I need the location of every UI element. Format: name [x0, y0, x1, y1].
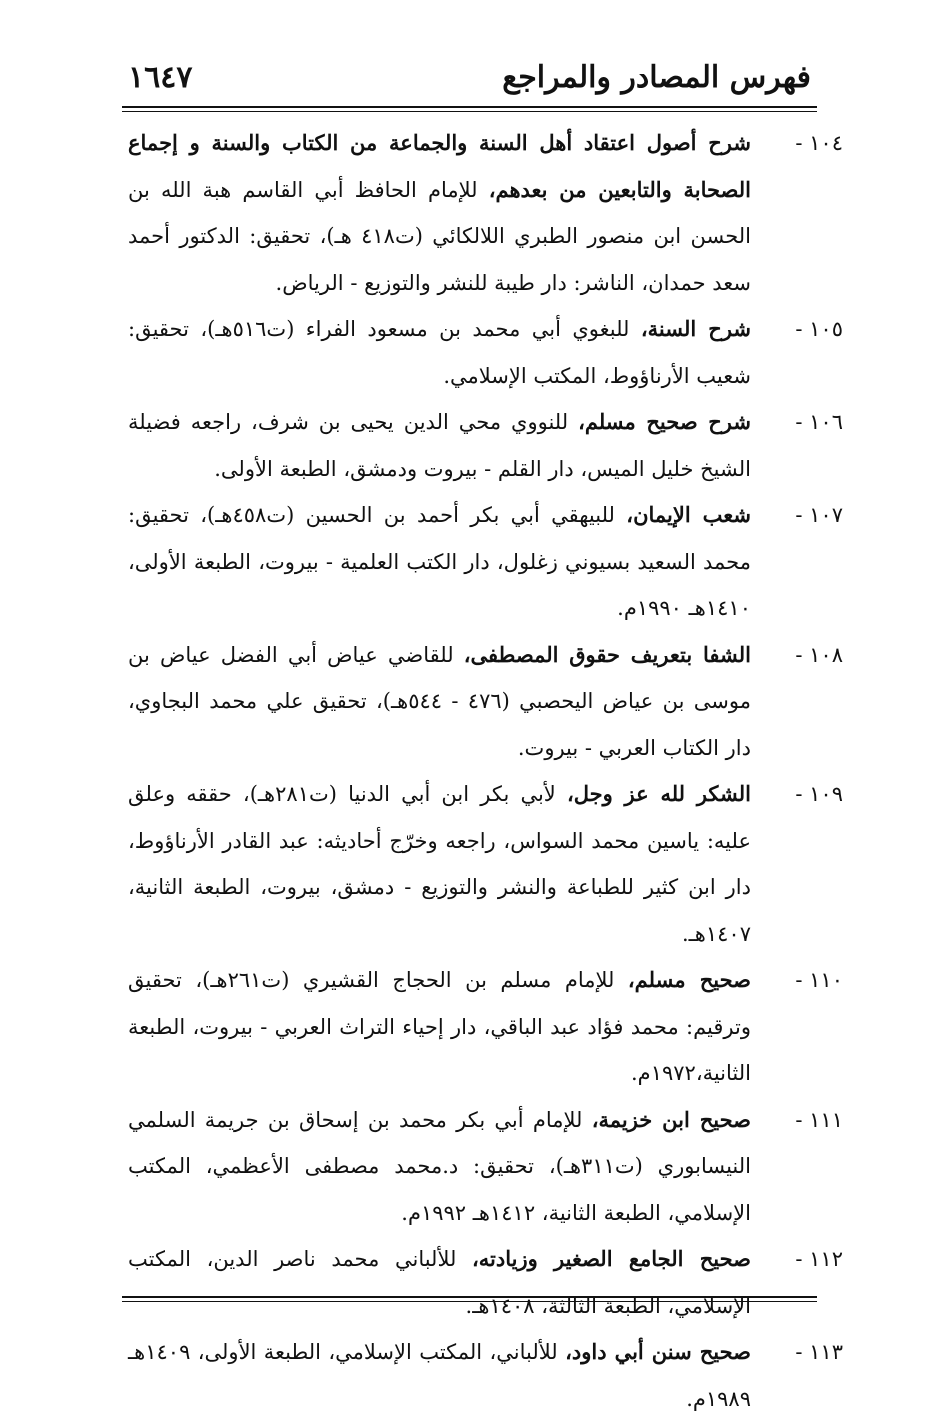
bibliography-entry [128, 399, 843, 492]
entry-text [128, 632, 751, 772]
bibliography-entry [128, 120, 843, 306]
entry-title: شعب الإيمان، [626, 502, 752, 527]
entry-text [128, 1097, 751, 1237]
bibliography-list [128, 120, 843, 1422]
entry-number: ١١٣ - [795, 1340, 843, 1364]
entry-details: للإمام الحافظ أبي القاسم هبة الله بن الحسن ابن منصور الطبري اللالكائي (ت٤١٨ هـ)، تحقيق: الدكتور أحمد سعد حمدان، الناشر: دار طيبة للنشر والتوزيع - الرياض. [128, 177, 751, 295]
entry-details: للنووي محي الدين يحيى بن شرف، راجعه فضيلة الشيخ خليل الميس، دار القلم - بيروت ودمشق، الطبعة الأولى. [128, 410, 751, 481]
entry-text [128, 120, 751, 306]
entry-number: ١٠٥ - [795, 317, 843, 341]
entry-number: ١١٢ - [795, 1247, 843, 1271]
entry-number: ١٠٨ - [795, 642, 843, 667]
entry-number: ١٠٧ - [795, 503, 843, 527]
entry-details: للإمام أبي بكر محمد بن إسحاق بن جريمة السلمي النيسابوري (ت٣١١هـ)، تحقيق: د.محمد مصطفى الأعظمي، المكتب الإسلامي، الطبعة الثانية، ١٤١٢هـ ١٩٩٢م. [128, 1107, 751, 1225]
entry-text [128, 306, 751, 399]
bibliography-entry [128, 771, 843, 957]
entry-number: ١٠٤ - [795, 131, 843, 155]
bibliography-entry [128, 492, 843, 632]
entry-text [128, 957, 751, 1097]
entry-details: للألباني، المكتب الإسلامي، الطبعة الأولى، ١٤٠٩هـ ١٩٨٩م. [128, 1340, 751, 1411]
entry-title: صحيح ابن خزيمة، [591, 1106, 751, 1132]
bibliography-entry [128, 306, 843, 399]
entry-number: ١٠٩ - [795, 782, 843, 806]
page-header [128, 56, 811, 102]
entry-number: ١١١ - [795, 1107, 843, 1132]
entry-details: للبغوي أبي محمد بن مسعود الفراء (ت٥١٦هـ)، تحقيق: شعيب الأرناؤوط، المكتب الإسلامي. [128, 317, 751, 388]
entry-text [128, 492, 751, 632]
entry-text [128, 1329, 751, 1422]
entry-details: للألباني محمد ناصر الدين، المكتب الإسلامي، الطبعة الثالثة، ١٤٠٨هـ. [128, 1247, 751, 1318]
entry-number: ١٠٦ - [795, 410, 843, 434]
entry-title: صحيح سنن أبي داود، [565, 1339, 751, 1364]
bibliography-entry [128, 632, 843, 772]
entry-text [128, 399, 751, 492]
entry-title: شرح صحيح مسلم، [578, 409, 751, 434]
entry-text [128, 1236, 751, 1329]
entry-details: للبيهقي أبي بكر أحمد بن الحسين (ت٤٥٨هـ)، تحقيق: محمد السعيد بسيوني زغلول، دار الكتب العلمية - بيروت، الطبعة الأولى، ١٤١٠هـ ١٩٩٠م. [128, 503, 751, 620]
entry-title: الشفا بتعريف حقوق المصطفى، [463, 641, 751, 667]
bibliography-entry [128, 1329, 843, 1422]
entry-title: شرح السنة، [640, 316, 752, 341]
entry-title: الشكر لله عز وجل، [566, 781, 751, 806]
entry-details: للقاضي عياض أبي الفضل عياض بن موسى بن عياض اليحصبي (٤٧٦ - ٥٤٤هـ)، تحقيق علي محمد البجاوي، دار الكتاب العربي - بيروت. [128, 642, 751, 760]
entry-details: لأبي بكر ابن أبي الدنيا (ت٢٨١هـ)، حققه وعلق عليه: ياسين محمد السواس، راجعه وخرّج أحاديثه: عبد القادر الأرناؤوط، دار ابن كثير للطباعة والنشر والتوزيع - دمشق، بيروت، الطبعة الثانية، ١٤٠٧هـ. [128, 782, 751, 946]
entry-title: صحيح مسلم، [627, 967, 752, 992]
bibliography-entry [128, 1097, 843, 1237]
running-title: فهرس المصادر والمراجع [502, 60, 811, 95]
page-number: ١٦٤٧ [128, 60, 193, 95]
header-rule [122, 106, 817, 112]
entry-title: صحيح الجامع الصغير وزيادته، [472, 1246, 751, 1271]
footer-rule [122, 1296, 817, 1302]
bibliography-entry [128, 957, 843, 1097]
entry-details: للإمام مسلم بن الحجاج القشيري (ت٢٦١هـ)، تحقيق وترقيم: محمد فؤاد عبد الباقي، دار إحياء التراث العربي - بيروت، الطبعة الثانية،١٩٧٢م. [128, 968, 751, 1085]
entry-number: ١١٠ - [795, 968, 843, 992]
bibliography-entry [128, 1236, 843, 1329]
entry-text [128, 771, 751, 957]
entry-title: شرح أصول اعتقاد أهل السنة والجماعة من الكتاب والسنة و إجماع الصحابة والتابعين من بعدهم، [128, 130, 751, 202]
